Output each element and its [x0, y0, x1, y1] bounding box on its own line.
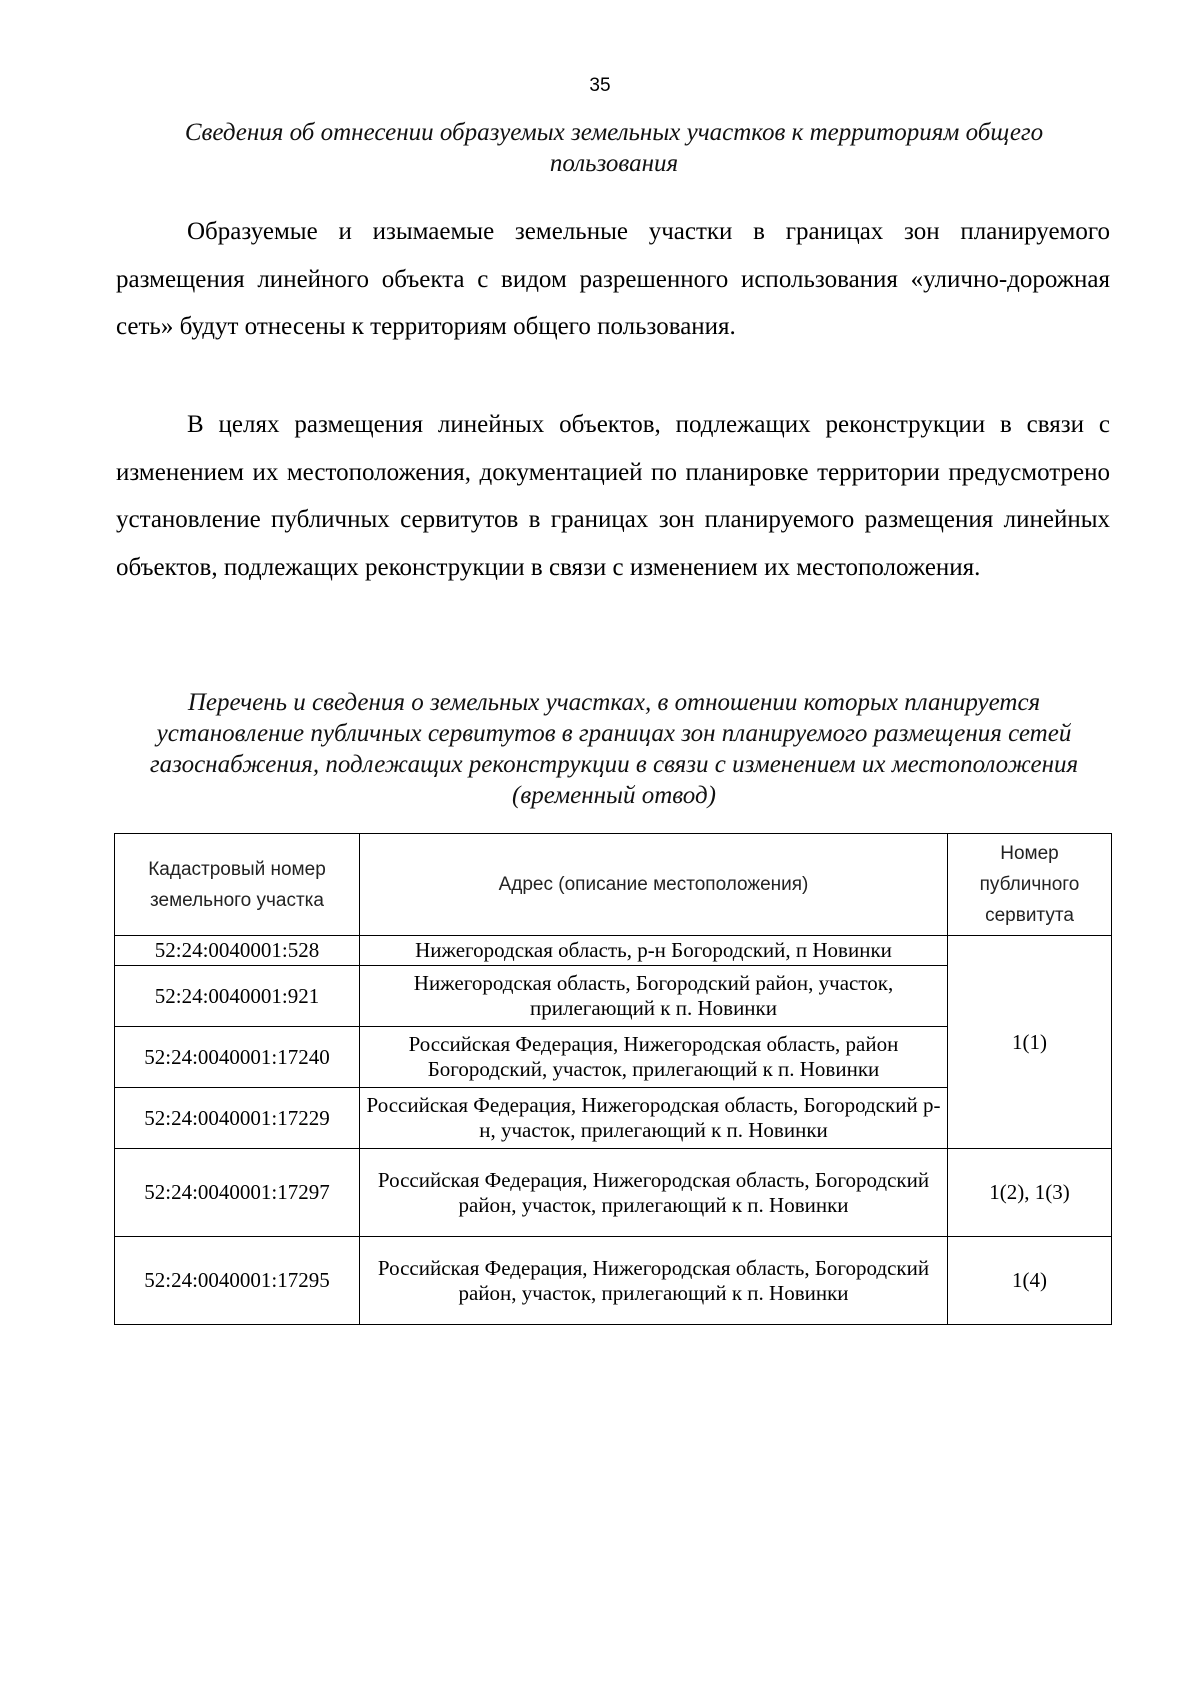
- header-servitude: Номер публичного сервитута: [948, 834, 1112, 936]
- servitude-cell: 1(1): [948, 936, 1112, 1149]
- section-heading: Сведения об отнесении образуемых земельных участков к территориям общего пользования: [184, 119, 1044, 177]
- table-row: [115, 1237, 1112, 1325]
- servitude-cell: 1(2), 1(3): [948, 1149, 1112, 1237]
- address-cell: Нижегородская область, р-н Богородский, п Новинки: [360, 936, 948, 966]
- cadastral-cell: 52:24:0040001:17295: [115, 1237, 360, 1325]
- paragraph-servitudes: В целях размещения линейных объектов, подлежащих реконструкции в связи с изменением их местоположения, документацией по планировке территории предусмотрено установление публичных сервитутов в границах зон планируемого размещения линейных объектов, подлежащих реконструкции в связи с изменением их местоположения.: [116, 411, 1110, 581]
- cadastral-cell: 52:24:0040001:17229: [115, 1088, 360, 1149]
- table-header-row: [115, 834, 1112, 936]
- table-heading: Перечень и сведения о земельных участках, в отношении которых планируется установление публичных сервитутов в границах зон планируемого размещения сетей газоснабжения, подлежащих реконструкции в связи с изменением их местоположения (временный отвод): [149, 689, 1079, 809]
- address-cell: Российская Федерация, Нижегородская область, Богородский р-н, участок, прилегающий к п. Новинки: [360, 1088, 948, 1149]
- cadastral-cell: 52:24:0040001:921: [115, 966, 360, 1027]
- paragraph-common-use: Образуемые и изымаемые земельные участки в границах зон планируемого размещения линейного объекта с видом разрешенного использования «улично-дорожная сеть» будут отнесены к территориям общего пользования.: [116, 218, 1110, 340]
- address-cell: Российская Федерация, Нижегородская область, район Богородский, участок, прилегающий к п. Новинки: [360, 1027, 948, 1088]
- address-cell: Российская Федерация, Нижегородская область, Богородский район, участок, прилегающий к п. Новинки: [360, 1149, 948, 1237]
- header-cadastral: Кадастровый номер земельного участка: [115, 834, 360, 936]
- cadastral-cell: 52:24:0040001:17297: [115, 1149, 360, 1237]
- address-cell: Нижегородская область, Богородский район, участок, прилегающий к п. Новинки: [360, 966, 948, 1027]
- servitude-table: [114, 833, 1112, 1325]
- table-row: [115, 936, 1112, 966]
- servitude-cell: 1(4): [948, 1237, 1112, 1325]
- address-cell: Российская Федерация, Нижегородская область, Богородский район, участок, прилегающий к п. Новинки: [360, 1237, 948, 1325]
- page-number: 35: [589, 75, 611, 96]
- table-row: [115, 1149, 1112, 1237]
- cadastral-cell: 52:24:0040001:17240: [115, 1027, 360, 1088]
- header-address: Адрес (описание местоположения): [360, 834, 948, 936]
- cadastral-cell: 52:24:0040001:528: [115, 936, 360, 966]
